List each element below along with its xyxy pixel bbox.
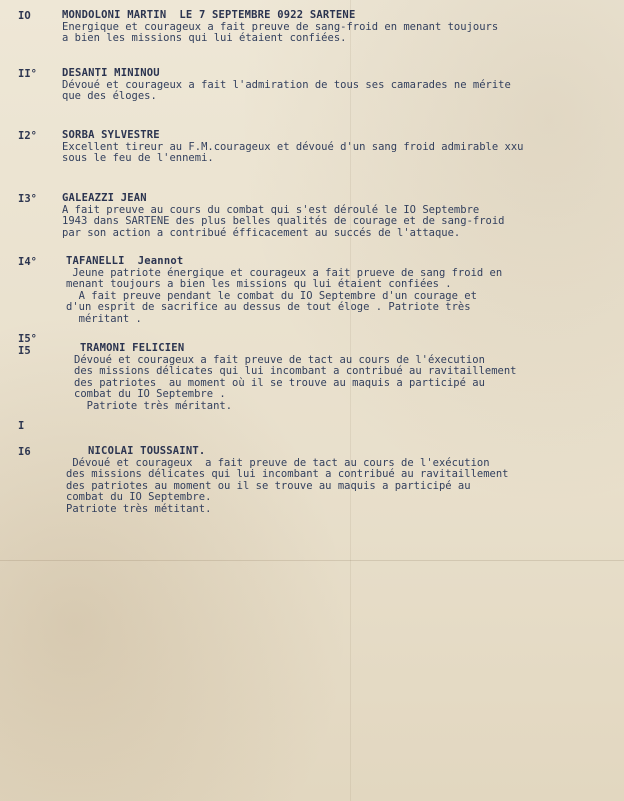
entry-line: méritant . [66, 312, 142, 325]
entry-line: a bien les missions qui lui étaient confiées. [62, 32, 347, 45]
entry-line: d'un esprit de sacrifice au dessus de tout éloge . Patriote très [66, 301, 471, 314]
entry-line: combat du IO Septembre. [66, 491, 212, 504]
entry-line: que des éloges. [62, 90, 157, 103]
stray-mark: I [18, 420, 25, 432]
entry-line: Energique et courageux a fait preuve de sang-froid en menant toujours [62, 20, 499, 33]
entry-name: NICOLAI TOUSSAINT. [88, 445, 206, 457]
entry-line: des patriotes au moment ou il se trouve au maquis a participé au [66, 479, 471, 492]
entry-line: Excellent tireur au F.M.courageux et dévoué d'un sang froid admirable xxu [62, 140, 524, 153]
entry-line: Patriote très méritant. [74, 399, 233, 412]
entry-line: Dévoué et courageux a fait preuve de tact au cours de l'exécution [66, 456, 490, 469]
entry-number: I5° I5 [18, 333, 37, 357]
entry-name: TRAMONI FELICIEN [80, 342, 185, 354]
entry-number: I3° [18, 193, 37, 205]
entry-name: TAFANELLI Jeannot [66, 255, 184, 267]
entry-name: DESANTI MININOU [62, 67, 160, 79]
entry-name: GALEAZZI JEAN [62, 192, 147, 204]
entry-body [62, 193, 618, 239]
entry-line: par son action a contribué éfficacement au succés de l'attaque. [62, 226, 461, 239]
entry-line: Patriote très métitant. [66, 502, 212, 515]
entry-line: Dévoué et courageux a fait l'admiration de tous ses camarades ne mérite [62, 78, 511, 91]
entry-line: A fait preuve au cours du combat qui s'est déroulé le IO Septembre [62, 203, 480, 216]
entry-body [62, 68, 618, 103]
entry-line: 1943 dans SARTENE des plus belles qualités de courage et de sang-froid [62, 215, 505, 228]
entry-body [62, 10, 618, 45]
entry-line: A fait preuve pendant le combat du IO Septembre d'un courage et [66, 289, 477, 302]
entry-line: des missions délicates qui lui incombant a contribué au ravitaillement [74, 365, 517, 378]
entry-name: SORBA SYLVESTRE [62, 129, 160, 141]
entry-body [66, 446, 622, 516]
entry-name: MONDOLONI MARTIN LE 7 SEPTEMBRE 0922 SARTENE [62, 9, 356, 21]
entry-line: sous le feu de l'ennemi. [62, 152, 214, 165]
paper-fold-line [0, 560, 624, 561]
entry-body [62, 130, 618, 165]
entry-number: IO [18, 10, 31, 22]
entry-number: I4° [18, 256, 37, 268]
entry-line: Dévoué et courageux a fait preuve de tact au cours de l'éxecution [74, 353, 485, 366]
entry-number: II° [18, 68, 37, 80]
entry-line: combat du IO Septembre . [74, 388, 226, 401]
entry-number: I2° [18, 130, 37, 142]
entry-line: des patriotes au moment où il se trouve au maquis a participé au [74, 376, 485, 389]
entry-line: Jeune patriote énergique et courageux a fait prueve de sang froid en [66, 266, 503, 279]
entry-number: I6 [18, 446, 31, 458]
entry-line: menant toujours a bien les missions qu lui étaient confiées . [66, 278, 452, 291]
entry-body [66, 256, 622, 326]
entry-body [74, 343, 624, 413]
entry-line: des missions délicates qui lui incombant a contribué au ravitaillement [66, 468, 509, 481]
